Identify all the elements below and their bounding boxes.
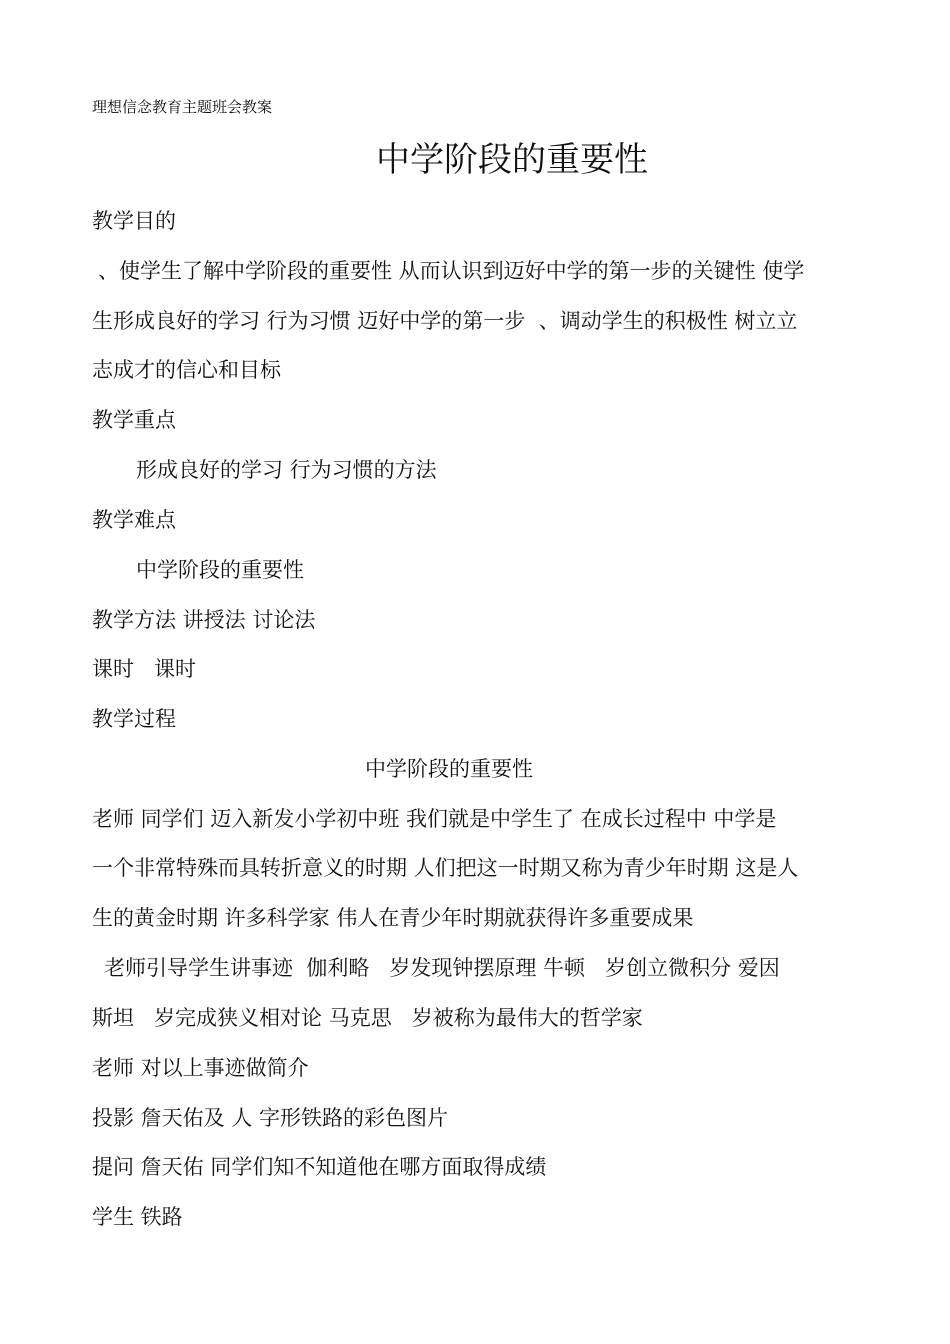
body-line: 提问 詹天佑 同学们知不知道他在哪方面取得成绩 [92,1155,547,1179]
body-line: 斯坦 岁完成狭义相对论 马克思 岁被称为最伟大的哲学家 [92,1006,643,1030]
body-line: 老师 对以上事迹做简介 [92,1056,309,1080]
section-heading-objectives: 教学目的 [92,209,176,233]
body-line: 生形成良好的学习 行为习惯 迈好中学的第一步 、调动学生的积极性 树立立 [92,309,798,333]
section-heading-difficulties: 教学难点 [92,508,176,532]
body-line: 老师 同学们 迈入新发小学初中班 我们就是中学生了 在成长过程中 中学是 [92,807,777,831]
section-heading-periods: 课时 课时 [92,657,197,681]
body-line: 老师引导学生讲事迹 伽利略 岁发现钟摆原理 牛顿 岁创立微积分 爱因 [104,956,780,980]
body-line: 学生 铁路 [92,1205,183,1229]
body-line: 志成才的信心和目标 [92,358,281,382]
section-heading-key-points: 教学重点 [92,408,176,432]
body-line: 、使学生了解中学阶段的重要性 从而认识到迈好中学的第一步的关键性 使学 [98,259,805,283]
section-heading-methods: 教学方法 讲授法 讨论法 [92,608,316,632]
subtitle: 中学阶段的重要性 [365,757,533,781]
body-line: 生的黄金时期 许多科学家 伟人在青少年时期就获得许多重要成果 [92,906,694,930]
section-heading-process: 教学过程 [92,707,176,731]
body-line: 中学阶段的重要性 [136,558,304,582]
document-title: 中学阶段的重要性 [376,140,648,180]
document-header: 理想信念教育主题班会教案 [92,98,273,116]
body-line: 一个非常特殊而具转折意义的时期 人们把这一时期又称为青少年时期 这是人 [92,856,799,880]
body-line: 投影 詹天佑及 人 字形铁路的彩色图片 [92,1106,449,1130]
body-line: 形成良好的学习 行为习惯的方法 [136,458,437,482]
